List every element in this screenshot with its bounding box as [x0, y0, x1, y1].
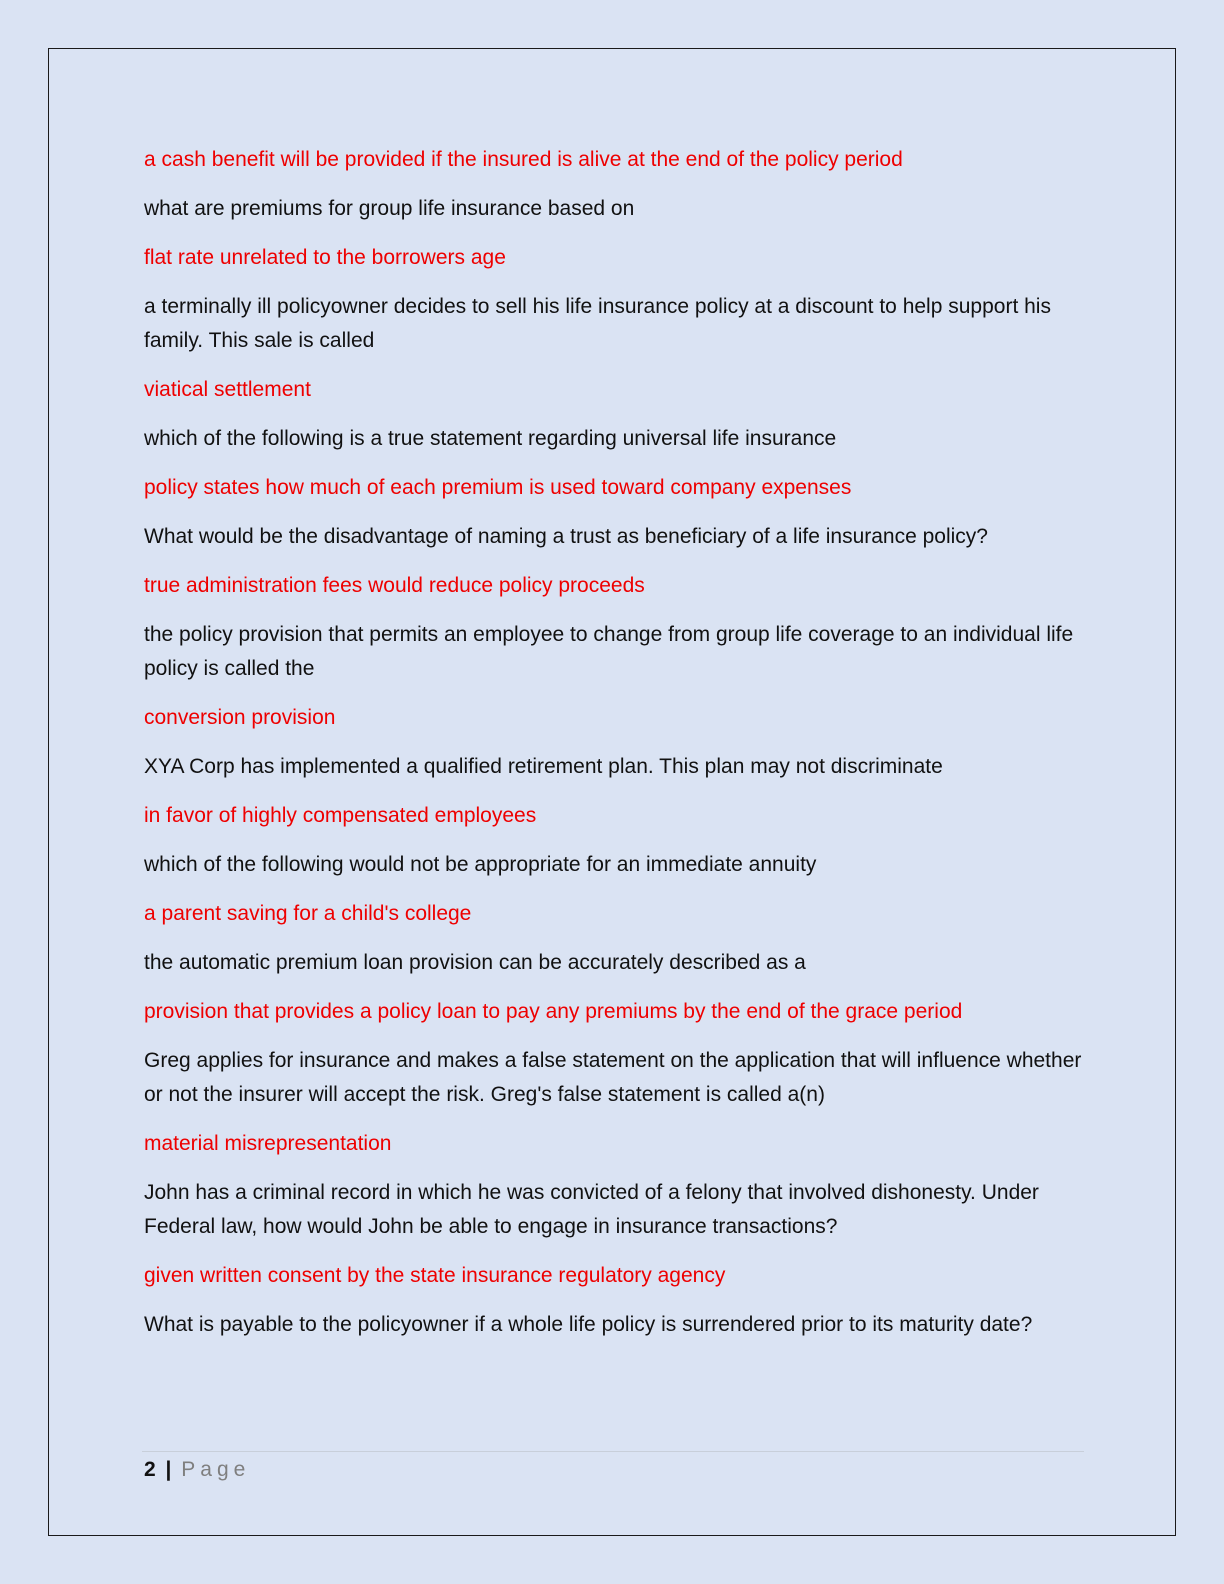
page-footer: [144, 1455, 250, 1485]
answer-line: viatical settlement: [144, 378, 311, 401]
question-line: which of the following is a true statement regarding universal life insurance: [144, 427, 837, 450]
question-line: John has a criminal record in which he was convicted of a felony that involved dishonesty. Under Federal law, how would John be able to engage in insurance transactions?: [144, 1181, 1039, 1238]
answer-line: in favor of highly compensated employees: [144, 804, 537, 827]
answer-line: provision that provides a policy loan to pay any premiums by the end of the grace period: [144, 1000, 963, 1023]
question-line: What is payable to the policyowner if a whole life policy is surrendered prior to its maturity date?: [144, 1313, 1033, 1336]
question-line: which of the following would not be appropriate for an immediate annuity: [144, 853, 817, 876]
question-line: XYA Corp has implemented a qualified retirement plan. This plan may not discriminate: [144, 755, 943, 778]
footer-divider: [142, 1451, 1084, 1452]
answer-line: flat rate unrelated to the borrowers age: [144, 246, 506, 269]
page-number: 2: [144, 1458, 156, 1481]
question-line: the automatic premium loan provision can be accurately described as a: [144, 951, 806, 974]
document-body: [144, 143, 1084, 1357]
answer-line: true administration fees would reduce policy proceeds: [144, 574, 645, 597]
answer-line: material misrepresentation: [144, 1132, 392, 1155]
question-line: a terminally ill policyowner decides to sell his life insurance policy at a discount to help support his family. This sale is called: [144, 295, 1051, 352]
page-label: Page: [181, 1458, 251, 1481]
question-line: what are premiums for group life insurance based on: [144, 197, 635, 220]
answer-line: conversion provision: [144, 706, 336, 729]
footer-separator: |: [165, 1458, 172, 1481]
answer-line: a parent saving for a child's college: [144, 902, 472, 925]
answer-line: a cash benefit will be provided if the insured is alive at the end of the policy period: [144, 148, 903, 171]
question-line: Greg applies for insurance and makes a false statement on the application that will influence whether or not the insurer will accept the risk. Greg's false statement is called a(n): [144, 1049, 1082, 1106]
question-line: the policy provision that permits an employee to change from group life coverage to an individual life policy is called the: [144, 623, 1074, 680]
question-line: What would be the disadvantage of naming a trust as beneficiary of a life insurance policy?: [144, 525, 988, 548]
answer-line: policy states how much of each premium is used toward company expenses: [144, 476, 852, 499]
answer-line: given written consent by the state insurance regulatory agency: [144, 1264, 726, 1287]
